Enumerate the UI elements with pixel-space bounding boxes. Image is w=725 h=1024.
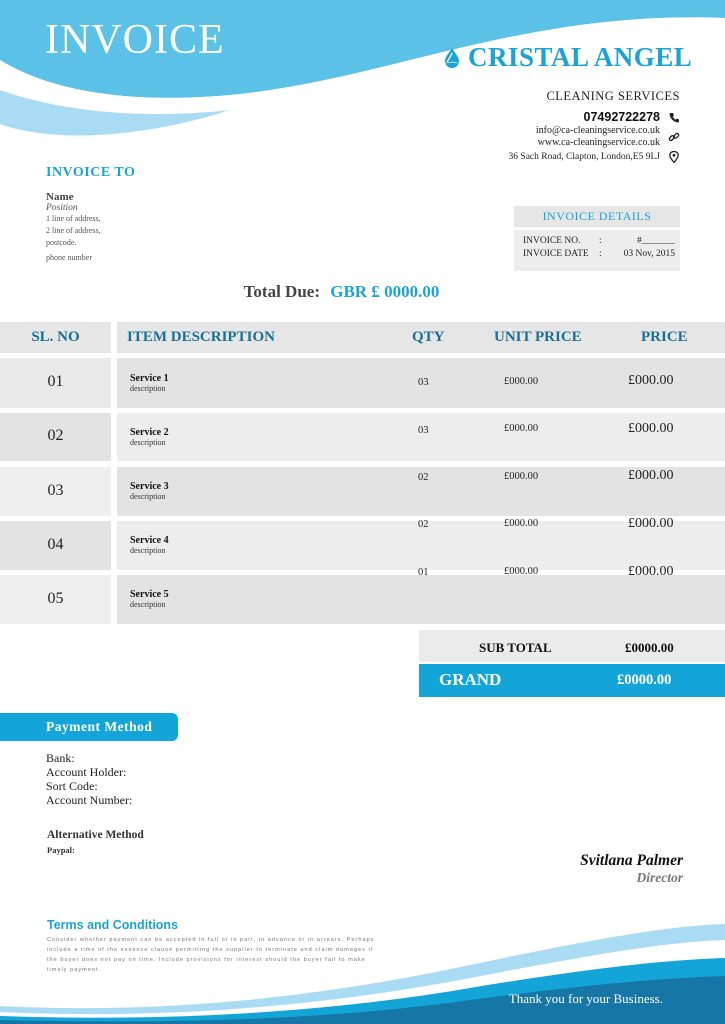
grand-total-value: £0000.00 [617, 672, 672, 688]
service-name: Service 2 [130, 427, 169, 438]
table-row-sl: 04 [0, 521, 111, 570]
sort-code-label: Sort Code: [46, 779, 98, 793]
row-unit-price: £000.00 [504, 471, 539, 482]
invoice-number-label: INVOICE NO. [523, 236, 581, 246]
header-qty: QTY [412, 329, 445, 345]
invoice-number-value: #_______ [637, 236, 675, 246]
row-qty: 03 [418, 377, 429, 388]
payment-method-heading: Payment Method [46, 719, 153, 734]
email-link[interactable]: info@ca-cleaningservice.co.uk [535, 125, 660, 136]
row-qty: 03 [418, 425, 429, 436]
service-name: Service 3 [130, 481, 169, 492]
service-description: description [130, 384, 166, 393]
invoice-date-value: 03 Nov, 2015 [623, 249, 675, 259]
service-description: description [130, 438, 166, 447]
client-block [46, 192, 101, 262]
row-price: £000.00 [628, 373, 674, 388]
invoice-details-box [514, 230, 680, 271]
invoice-title: INVOICE [45, 17, 225, 63]
subtotal-label: SUB TOTAL [479, 640, 552, 655]
account-number-label: Account Number: [46, 793, 133, 807]
phone-number: 07492722278 [583, 110, 660, 124]
header-price: PRICE [641, 329, 688, 345]
table-row-sl: 05 [0, 575, 111, 624]
table-row-sl: 03 [0, 467, 111, 516]
total-due-label: Total Due: [243, 282, 320, 301]
row-unit-price: £000.00 [504, 566, 539, 577]
row-qty: 02 [418, 519, 429, 530]
terms-heading: Terms and Conditions [47, 918, 179, 932]
invoice-number-row [523, 236, 675, 246]
row-qty: 02 [418, 472, 429, 483]
table-row-sl: 02 [0, 413, 111, 461]
company-name: CRISTAL ANGEL [468, 42, 693, 72]
website-link[interactable]: www.ca-cleaningservice.co.uk [537, 137, 660, 148]
paypal-label: Paypal: [47, 845, 75, 855]
row-qty: 01 [418, 567, 429, 578]
payment-details [46, 751, 132, 807]
bank-label: Bank: [46, 751, 75, 765]
row-price: £000.00 [628, 516, 674, 531]
company-subtitle: CLEANING SERVICES [546, 89, 680, 103]
row-price: £000.00 [628, 421, 674, 436]
invoice-date-row [523, 249, 675, 259]
invoice-to-heading: INVOICE TO [46, 165, 136, 180]
service-description: description [130, 600, 166, 609]
table-row-sl: 01 [0, 358, 111, 408]
contact-web [536, 125, 680, 149]
table-row-item [130, 589, 169, 609]
table-row-item [130, 481, 169, 501]
total-due-amount: GBR £ 0000.00 [330, 282, 440, 301]
table-row-item [130, 427, 169, 447]
terms-body: Consider whether payment can be accepted in full or in part, in advance or in arrears. Perhaps include a time of the essence clause permitting the supplier to terminate and claim damages if the buyer does not pay on time. Include provisions for interest should the buyer fail to make timely payment. [47, 937, 375, 973]
water-drop-logo-icon [442, 47, 462, 69]
invoice-date-sep: : [599, 249, 602, 259]
contact-phone [584, 110, 680, 124]
total-due [0, 282, 683, 302]
client-phone: phone number [46, 253, 92, 262]
row-unit-price: £000.00 [504, 423, 539, 434]
table-row-item [130, 535, 169, 555]
phone-icon [668, 112, 680, 123]
contact-address [509, 151, 680, 163]
header-item-description: ITEM DESCRIPTION [117, 322, 725, 353]
signatory-name: Svitlana Palmer [580, 852, 683, 869]
row-unit-price: £000.00 [504, 376, 539, 387]
service-name: Service 5 [130, 589, 169, 600]
company-address: 36 Sach Road, Clapton, London,E5 9LJ [508, 152, 660, 162]
invoice-number-sep: : [599, 236, 602, 246]
header-unit-price: UNIT PRICE [494, 329, 582, 345]
grand-total-label: GRAND [439, 670, 502, 689]
row-price: £000.00 [628, 468, 674, 483]
brand [442, 42, 692, 73]
client-name: Name [46, 191, 74, 203]
client-postcode: postcode. [46, 238, 77, 247]
signatory-role: Director [636, 870, 683, 885]
thank-you-message: Thank you for your Business. [508, 991, 663, 1006]
row-unit-price: £000.00 [504, 518, 539, 529]
account-holder-label: Account Holder: [46, 765, 127, 779]
invoice-date-label: INVOICE DATE [523, 249, 589, 259]
table-row [117, 575, 725, 624]
subtotal-box [419, 630, 725, 662]
service-name: Service 4 [130, 535, 169, 546]
client-address-line1: 1 line of address, [46, 214, 101, 223]
service-name: Service 1 [130, 373, 169, 384]
service-description: description [130, 546, 166, 555]
link-icon [668, 131, 680, 143]
subtotal-value: £0000.00 [625, 640, 674, 655]
table-row-item [130, 373, 169, 393]
location-pin-icon [668, 151, 680, 163]
header-sl-no: SL. NO [0, 322, 111, 353]
alternative-method-heading: Alternative Method [47, 829, 144, 841]
row-price: £000.00 [628, 564, 674, 579]
invoice-details-heading: INVOICE DETAILS [514, 206, 680, 227]
client-position: Position [46, 203, 78, 213]
client-address-line2: 2 line of address, [46, 226, 101, 235]
service-description: description [130, 492, 166, 501]
